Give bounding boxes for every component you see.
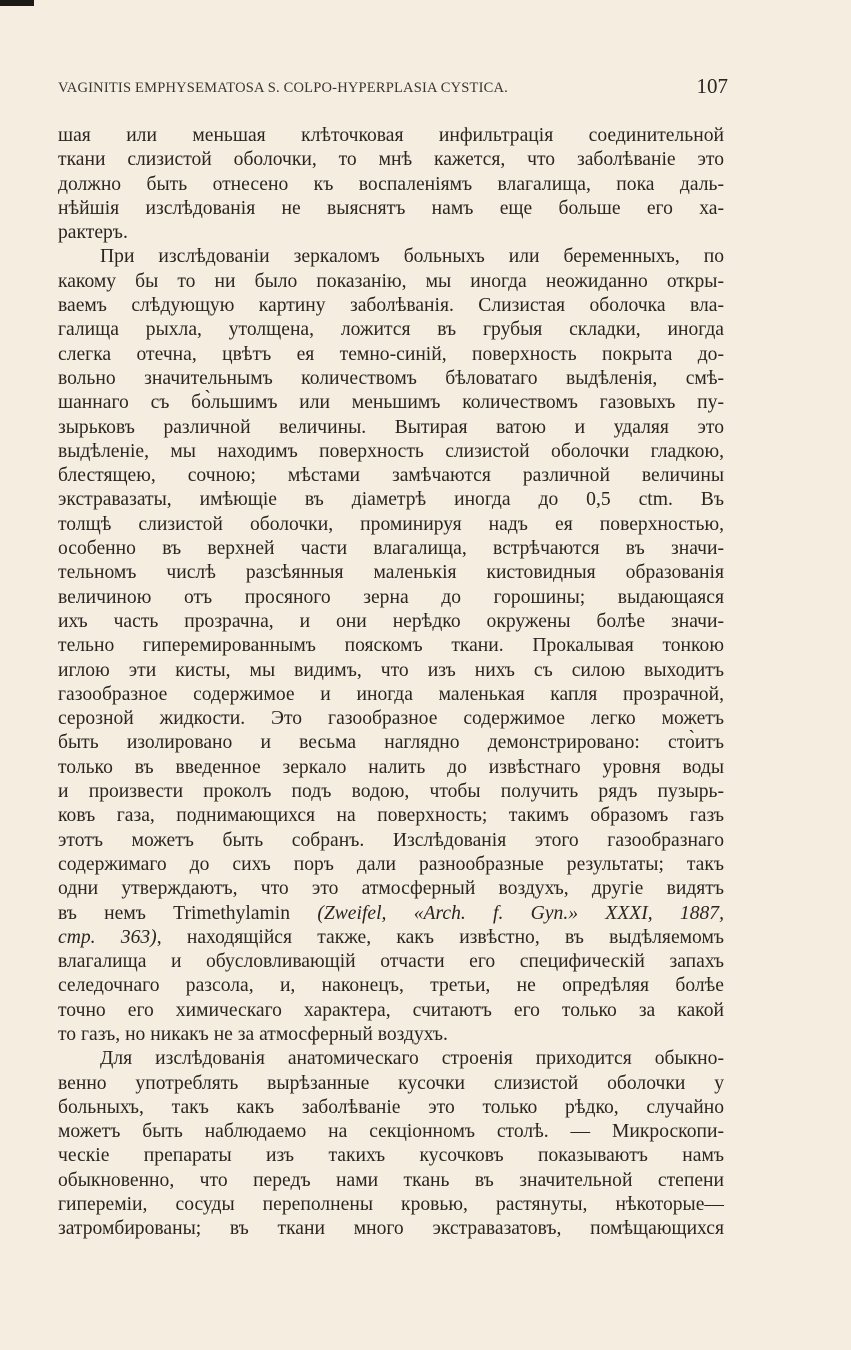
text-line: быть изолировано и весьма наглядно демонстрировано: сто̀итъ (58, 732, 724, 754)
text-line: больныхъ, такъ какъ заболѣваніе это только рѣдко, случайно (58, 1096, 724, 1118)
text-line: рактеръ. (58, 222, 128, 244)
text-run: , находящійся также, какъ извѣстно, въ выдѣляемомъ (156, 926, 724, 948)
text-run: въ немъ Trimethylamin (58, 902, 318, 924)
text-line: этотъ можетъ быть собранъ. Изслѣдованія этого газообразнаго (58, 829, 724, 851)
italic-citation: стр. 363) (58, 926, 157, 948)
text-line: ваемъ слѣдующую картину заболѣванія. Слизистая оболочка вла- (58, 295, 724, 317)
text-line: шая или меньшая клѣточковая инфильтрація соединительной (58, 125, 724, 146)
page-edge-mark (0, 0, 34, 6)
text-line: гипереміи, сосуды переполнены кровью, растянуты, нѣкоторые— (58, 1194, 724, 1216)
text-line: то газъ, но никакъ не за атмосферный воздухъ. (58, 1023, 448, 1045)
text-line: селедочнаго разсола, и, наконецъ, третьи, не опредѣляя болѣе (58, 975, 724, 997)
text-line: затромбированы; въ ткани много экстравазатовъ, помѣщающихся (58, 1218, 724, 1240)
text-line: ковъ газа, поднимающихся на поверхность; такимъ образомъ газъ (58, 805, 724, 827)
text-line: обыкновенно, что передъ нами ткань въ значительной степени (58, 1169, 724, 1191)
text-line: серозной жидкости. Это газообразное содержимое легко можетъ (58, 708, 724, 730)
text-line: выдѣленіе, мы находимъ поверхность слизистой оболочки гладкою, (58, 440, 724, 462)
text-line: шаннаго съ бо̀льшимъ или меньшимъ количествомъ газовыхъ пу- (58, 392, 724, 414)
italic-citation: (Zweifel, «Arch. f. Gyn.» XXXI, 1887, (317, 902, 724, 924)
text-line: можетъ быть наблюдаемо на секціонномъ столѣ. — Микроскопи- (58, 1121, 724, 1143)
body-text (58, 124, 724, 1242)
text-line: иглою эти кисты, мы видимъ, что изъ нихъ съ силою выходитъ (58, 659, 724, 681)
text-line: При изслѣдованіи зеркаломъ больныхъ или беременныхъ, по (100, 246, 724, 268)
text-line: величиною отъ просяного зерна до горошины; выдающаяся (58, 586, 724, 608)
running-title: VAGINITIS EMPHYSEMATOSA S. COLPO-HYPERPLASIA CYSTICA. (58, 80, 508, 96)
page-number: 107 (696, 74, 728, 98)
text-line (58, 926, 724, 950)
text-line: и произвести проколъ подъ водою, чтобы получить рядъ пузырь- (58, 781, 724, 803)
text-line: газообразное содержимое и иногда маленькая капля прозрачной, (58, 683, 724, 705)
text-line: толщѣ слизистой оболочки, проминируя надъ ея поверхностью, (58, 513, 724, 535)
text-line: точно его химическаго характера, считаютъ его только за какой (58, 999, 724, 1021)
text-line: какому бы то ни было показанію, мы иногда неожиданно откры- (58, 270, 724, 292)
text-line: тельно гиперемированнымъ пояскомъ ткани. Прокалывая тонкою (58, 635, 724, 657)
text-line: нѣйшія изслѣдованія не выяснятъ намъ еще больше его ха- (58, 197, 724, 219)
text-line: слегка отечна, цвѣтъ ея темно-синій, поверхность покрыта до- (58, 343, 724, 365)
text-line: Для изслѣдованія анатомическаго строенія приходится обыкно- (100, 1048, 724, 1070)
text-line (58, 902, 724, 926)
text-line: галища рыхла, утолщена, ложится въ грубыя складки, иногда (58, 319, 724, 341)
page-header (58, 74, 728, 98)
text-line: тельномъ числѣ разсѣянныя маленькія кистовидныя образованія (58, 562, 724, 584)
text-line: ихъ часть прозрачна, и они нерѣдко окружены болѣе значи- (58, 610, 724, 632)
text-line: содержимаго до сихъ поръ дали разнообразные результаты; такъ (58, 853, 724, 875)
text-line: вольно значительнымъ количествомъ бѣловатаго выдѣленія, смѣ- (58, 367, 724, 389)
text-line: одни утверждаютъ, что это атмосферный воздухъ, другіе видятъ (58, 878, 724, 900)
text-line: особенно въ верхней части влагалища, встрѣчаются въ значи- (58, 538, 724, 560)
text-line: влагалища и обусловливающій отчасти его специфическій запахъ (58, 951, 724, 973)
text-line: должно быть отнесено къ воспаленіямъ влагалища, пока даль- (58, 173, 724, 195)
text-line: венно употреблять вырѣзанные кусочки слизистой оболочки у (58, 1072, 724, 1094)
text-line: зырьковъ различной величины. Вытирая ватою и удаляя это (58, 416, 724, 438)
text-line: ткани слизистой оболочки, то мнѣ кажется, что заболѣваніе это (58, 149, 724, 171)
text-line: только въ введенное зеркало налить до извѣстнаго уровня воды (58, 756, 724, 778)
text-line: блестящею, сочною; мѣстами замѣчаются различной величины (58, 465, 724, 487)
text-line: ческіе препараты изъ такихъ кусочковъ показываютъ намъ (58, 1145, 724, 1167)
text-line: экстравазаты, имѣющіе въ діаметрѣ иногда до 0,5 ctm. Въ (58, 489, 724, 511)
